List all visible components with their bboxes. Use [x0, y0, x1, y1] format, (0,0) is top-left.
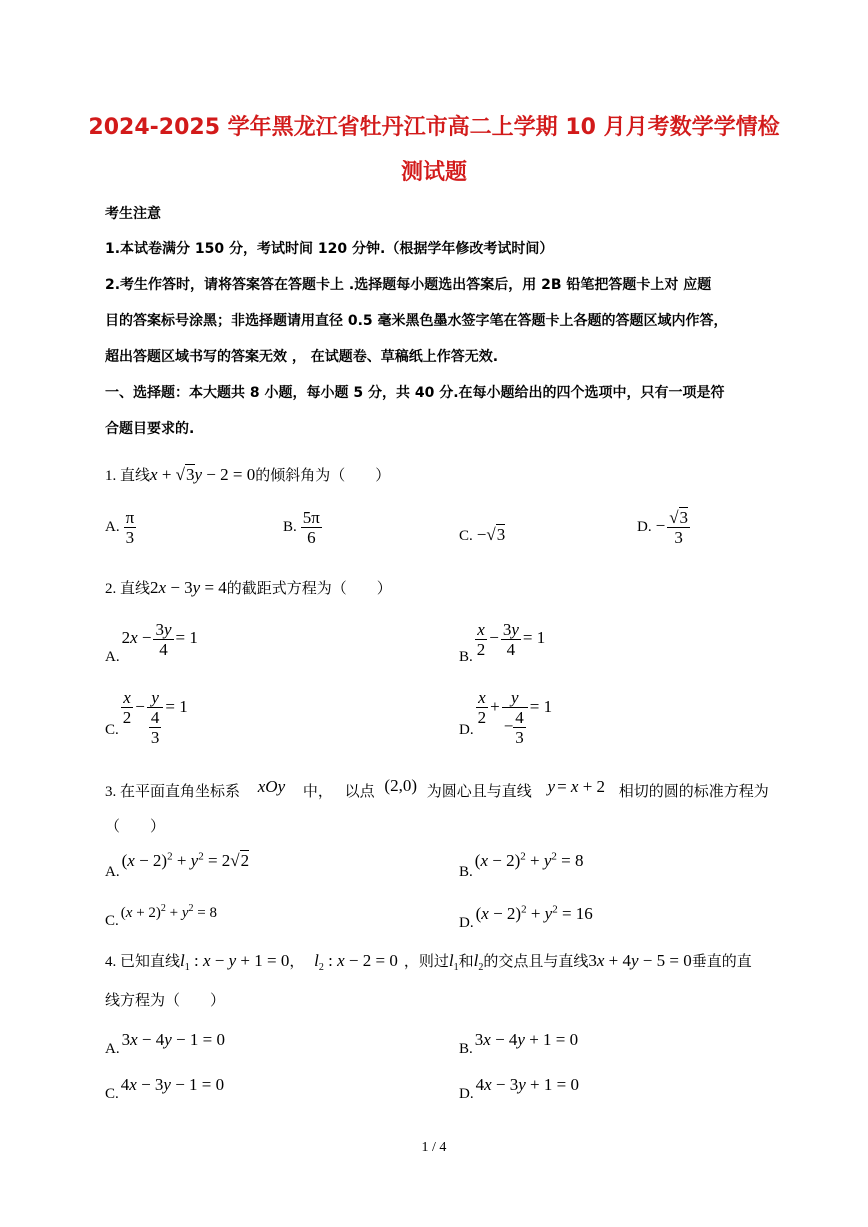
question-3-paren: （ ） — [105, 819, 166, 835]
option-a: A. 3x − 4y − 1 = 0 — [105, 1030, 225, 1057]
option-d: D. 4x − 3y + 1 = 0 — [459, 1075, 579, 1102]
question-number: 1. — [105, 468, 117, 484]
option-c: C. $(x + 2)^2 + y^2 = 8$ — [105, 903, 218, 929]
option-d: D. $(x - 2)^2 + y^2 = 16$ — [459, 903, 593, 931]
option-b: $B.(x - 2)^2 + y^2 = 8$ — [459, 850, 584, 880]
question-text: 的倾斜角为（ ） — [255, 468, 391, 484]
question-text: 直线 — [120, 468, 151, 484]
section-heading-cont: 合题目要求的. — [105, 421, 195, 437]
option-c: C. −√3 — [459, 525, 506, 544]
page-title-continued: 测试题 — [400, 160, 467, 185]
question-text: 的截距式方程为（ ） — [226, 581, 392, 597]
option-c: C. 4x − 3y − 1 = 0 — [105, 1075, 225, 1102]
notice-heading: 考生注意 — [105, 206, 161, 222]
notice-item-2-cont: 目的答案标号涂黑；非选择题请用直径 0.5 毫米黑色墨水签字笔在答题卡上各题的答题区域内作答， — [105, 313, 728, 329]
notice-item-2: 2.考生作答时，请将答案答在答题卡上 .选择题每小题选出答案后，用 2B 铅笔把答题卡上对 应题 — [105, 277, 712, 293]
option-a: A. $\frac{\pi}{3}$ — [105, 508, 135, 547]
notice-item-2-cont2: 超出答题区域书写的答案无效 ， 在试题卷、草稿纸上作答无效. — [105, 349, 499, 365]
question-3: 3. 在平面直角坐标系 xOy 中， 以点 (2,0) 为圆心且与直线 y = x + 2 相切的圆的标准方程为 — [105, 776, 769, 800]
section-heading: 一、选择题：本大题共 8 小题，每小题 5 分，共 40 分.在每小题给出的四个选项中，只有一项是符 — [105, 385, 725, 401]
question-number: 4. — [105, 954, 117, 970]
option-d: D. $\frac{x}{2}$ + y − $\frac{4}{3}$ = 1 — [459, 688, 553, 747]
option-a: A.2x − $\frac{3y}{4}$ = 1 — [105, 620, 198, 665]
option-d: D. − $\frac{√3}{3}$ — [637, 508, 689, 547]
option-b: B. $\frac{5\pi}{6}$ — [283, 508, 320, 547]
question-1: 1. 直线x + √3y − 2 = 0的倾斜角为（ ） — [105, 465, 391, 484]
option-a: $A.(x - 2)^2 + y^2 = 2√2$ — [105, 850, 250, 880]
page-title: 2024-2025 学年黑龙江省牡丹江市高二上学期 10 月月考数学学情检 — [88, 115, 780, 140]
option-b: B. 3x − 4y + 1 = 0 — [459, 1030, 579, 1057]
question-2: 2. 直线2x − 3y = 4的截距式方程为（ ） — [105, 578, 392, 597]
question-text: 直线 — [120, 581, 151, 597]
question-number: 2. — [105, 581, 117, 597]
option-b: B. $\frac{x}{2}$ − $\frac{3y}{4}$ = 1 — [459, 620, 546, 665]
equation: x — [150, 465, 158, 484]
option-c: C. $\frac{x}{2}$ − $\frac{y}{\frac{4}{3}}$ = 1 — [105, 688, 188, 747]
notice-item-1: 1.本试卷满分 150 分，考试时间 120 分钟.（根据学年修改考试时间） — [105, 241, 554, 257]
question-4: 4. 已知直线$l_1$ : x − y + 1 = 0， $l_2$ : x − 2 = 0 ，则过$l_1$和$l_2$的交点且与直线3x + 4y − 5 = 0垂直的直 — [105, 951, 752, 973]
question-4-cont: 线方程为（ ） — [105, 993, 226, 1009]
page-number: 1 / 4 — [421, 1140, 447, 1155]
question-number: 3. — [105, 784, 117, 800]
